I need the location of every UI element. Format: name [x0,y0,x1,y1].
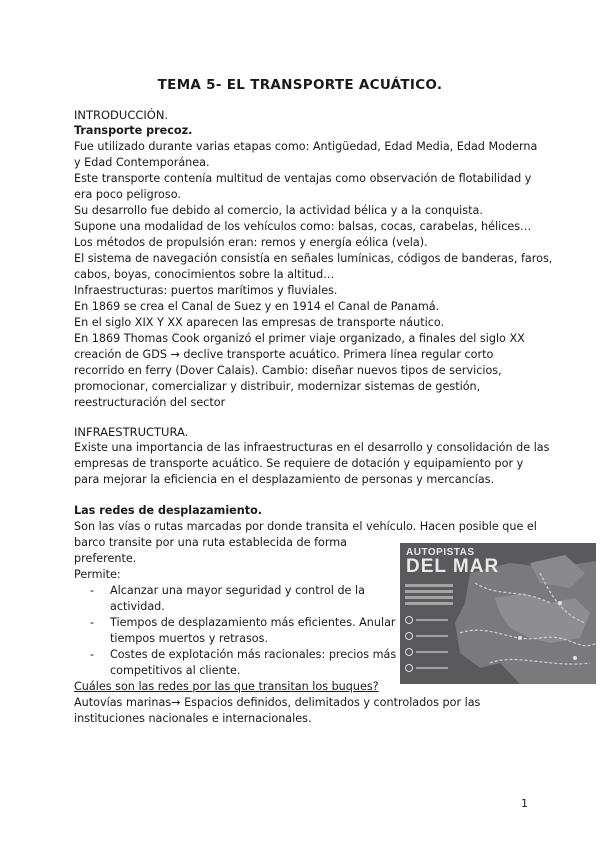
redes-line: Permite: [74,568,121,581]
intro-line: Su desarrollo fue debido al comercio, la actividad bélica y a la conquista. [74,204,483,217]
intro-line: Fue utilizado durante varias etapas como: Antigüedad, Edad Media, Edad Moderna [74,140,538,153]
infra-heading: INFRAESTRUCTURA. [74,425,189,439]
map-title-line2: DEL MAR [406,556,500,577]
map-legend [405,581,453,669]
sea-highways-map-image [400,543,596,684]
bullet-marker: - [90,648,95,661]
map-title-line1: AUTOPISTAS [406,547,475,558]
intro-line: En 1869 Thomas Cook organizó el primer viaje organizado, a finales del siglo XX [74,332,525,345]
intro-line: recorrido en ferry (Dover Calais). Cambio: diseñar nuevos tipos de servicios, [74,364,502,377]
bullet-text: Tiempos de desplazamiento más eficientes. Anular [110,616,396,629]
infra-line: Existe una importancia de las infraestructuras en el desarrollo y consolidación de las [74,441,550,454]
redes-heading: Las redes de desplazamiento. [74,504,263,517]
infra-line: empresas de transporte acuático. Se requiere de dotación y equipamiento por y [74,457,524,470]
intro-line: En el siglo XIX Y XX aparecen las empresas de transporte náutico. [74,316,445,329]
intro-subheading: Transporte precoz. [74,124,193,137]
intro-line: Este transporte contenía multitud de ventajas como observación de flotabilidad y [74,172,532,185]
bullet-text: competitivos al cliente. [110,664,241,677]
redes-line: barco transite por una ruta establecida de forma [74,536,348,549]
redes-answer-line: instituciones nacionales e internacionales. [74,712,312,725]
intro-line: creación de GDS → declive transporte acuático. Primera línea regular corto [74,348,494,361]
intro-line: cabos, boyas, conocimientos sobre la altitud… [74,268,335,281]
bullet-text: Alcanzar una mayor seguridad y control de la [110,584,365,597]
intro-line: Infraestructuras: puertos marítimos y fluviales. [74,284,338,297]
intro-line: El sistema de navegación consistía en señales lumínicas, códigos de banderas, faros, [74,252,553,265]
redes-line: preferente. [74,552,137,565]
bullet-text: Costes de explotación más racionales: precios más [110,648,397,661]
intro-line: En 1869 se crea el Canal de Suez y en 1914 el Canal de Panamá. [74,300,440,313]
bullet-marker: - [90,616,95,629]
intro-line: promocionar, comercializar y distribuir, modernizar sistemas de gestión, [74,380,481,393]
intro-line: Supone una modalidad de los vehículos como: balsas, cocas, carabelas, hélices… [74,220,532,233]
intro-line: era poco peligroso. [74,188,181,201]
redes-answer-line: Autovías marinas→ Espacios definidos, delimitados y controlados por las [74,696,481,709]
intro-line: reestructuración del sector [74,396,226,409]
page-title: TEMA 5- EL TRANSPORTE ACUÁTICO. [157,77,443,93]
redes-question: Cuáles son las redes por las que transitan los buques? [74,680,379,693]
intro-heading: INTRODUCCIÓN. [74,108,169,122]
page-number: 1 [521,797,528,810]
infra-line: para mejorar la eficiencia en el desplazamiento de personas y mercancías. [74,473,495,486]
bullet-marker: - [90,584,95,597]
bullet-text: actividad. [110,600,165,613]
bullet-text: tiempos muertos y retrasos. [110,632,269,645]
intro-line: y Edad Contemporánea. [74,156,210,169]
redes-line: Son las vías o rutas marcadas por donde transita el vehículo. Hacen posible que el [74,520,537,533]
intro-line: Los métodos de propulsión eran: remos y energía eólica (vela). [74,236,428,249]
